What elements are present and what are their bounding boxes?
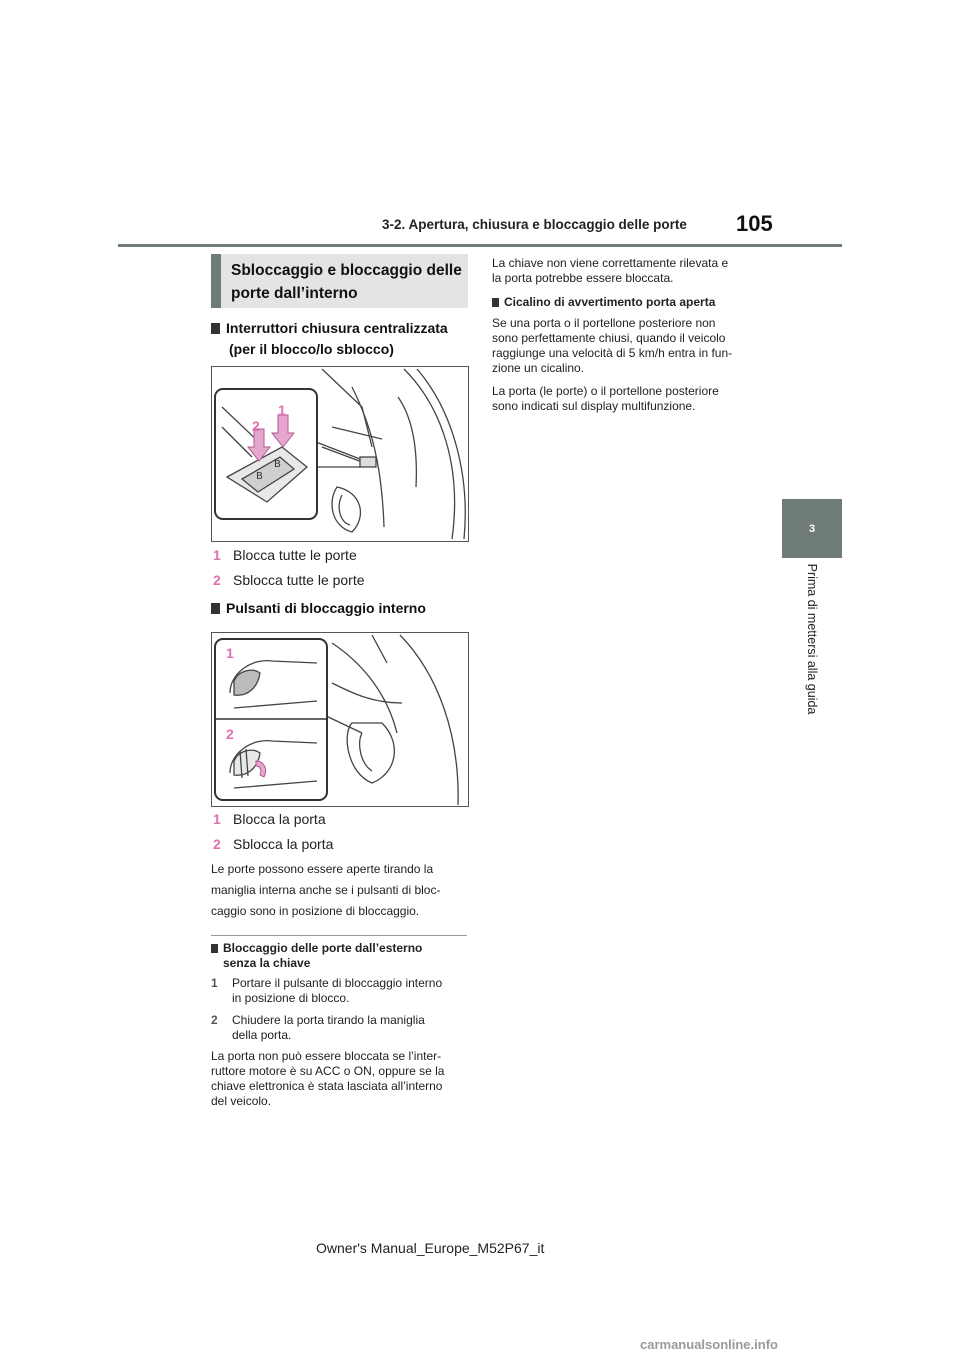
outside-lock-title — [211, 941, 422, 971]
outside-lock-title-line-2: senza la chiave — [223, 956, 311, 970]
list-item — [213, 811, 326, 827]
note-line: La porta (le porte) o il portellone posteriore — [492, 384, 719, 398]
note-line: La porta non può essere bloccata se l’inter- — [211, 1049, 442, 1063]
item-number: 1 — [213, 811, 221, 827]
central-lock-title-line-1: Interruttori chiusura centralizzata — [226, 320, 448, 336]
note-line: chiave elettronica è stata lasciata all’interno — [211, 1079, 443, 1093]
step-number: 1 — [211, 976, 218, 990]
step-line: Chiudere la porta tirando la maniglia — [232, 1013, 425, 1027]
note-line: ruttore motore è su ACC o ON, oppure se la — [211, 1064, 445, 1078]
key-detection-note — [492, 256, 728, 286]
item-text: Sblocca tutte le porte — [233, 572, 365, 588]
outside-lock-title-line-1: Bloccaggio delle porte dall’esterno — [223, 941, 423, 955]
svg-text:B: B — [256, 471, 263, 482]
bullet-square-icon — [492, 298, 499, 307]
central-lock-title-line-2: (per il blocco/lo sblocco) — [229, 341, 394, 357]
callout-2: 2 — [252, 418, 260, 434]
section-heading — [211, 254, 468, 308]
note-line: caggio sono in posizione di bloccaggio. — [211, 904, 420, 918]
heading-line-1: Sbloccaggio e bloccaggio delle — [231, 262, 462, 279]
step-line: della porta. — [232, 1028, 292, 1042]
note-line: Le porte possono essere aperte tirando la — [211, 862, 434, 876]
buzzer-title — [492, 295, 715, 310]
bullet-square-icon — [211, 323, 220, 334]
note-line: Se una porta o il portellone posteriore non — [492, 316, 716, 330]
step-item — [211, 1013, 467, 1043]
inner-lock-title — [211, 600, 426, 616]
list-item — [213, 836, 333, 852]
watermark: carmanualsonline.info — [640, 1337, 778, 1352]
page-number: 105 — [736, 211, 773, 236]
inner-lock-note — [211, 859, 440, 922]
bullet-square-icon — [211, 603, 220, 614]
buzzer-text — [492, 316, 732, 376]
bullet-square-icon — [211, 944, 218, 953]
header-rule — [118, 244, 842, 247]
item-number: 2 — [213, 572, 221, 588]
note-line: raggiunge una velocità di 5 km/h entra in fun- — [492, 346, 733, 360]
heading-line-2: porte dall’interno — [231, 285, 358, 302]
item-number: 1 — [213, 547, 221, 563]
step-line: in posizione di blocco. — [232, 991, 350, 1005]
note-line: zione un cicalino. — [492, 361, 585, 375]
chapter-label-text: Prima di mettersi alla guida — [805, 563, 819, 715]
list-item — [213, 547, 357, 563]
callout-1: 1 — [278, 402, 286, 418]
step-number: 2 — [211, 1013, 218, 1027]
inner-lock-title-text: Pulsanti di bloccaggio interno — [226, 600, 426, 616]
callout-2: 2 — [226, 726, 234, 742]
note-line: La chiave non viene correttamente rilevata e — [492, 256, 729, 270]
door-switch-drawing — [212, 367, 468, 541]
note-line: la porta potrebbe essere bloccata. — [492, 271, 674, 285]
list-item — [213, 572, 365, 588]
item-text: Sblocca la porta — [233, 836, 334, 852]
buzzer-title-text: Cicalino di avvertimento porta aperta — [504, 295, 716, 309]
callout-1: 1 — [226, 645, 234, 661]
central-lock-title — [211, 318, 448, 360]
outside-lock-note — [211, 1049, 444, 1109]
divider — [211, 935, 467, 936]
central-lock-illustration — [211, 366, 469, 542]
manual-id: Owner's Manual_Europe_M52P67_it — [316, 1240, 545, 1256]
svg-text:B: B — [274, 459, 281, 470]
door-handle-drawing — [212, 633, 468, 806]
step-item — [211, 976, 467, 1006]
note-line: del veicolo. — [211, 1094, 272, 1108]
chapter-number: 3 — [808, 522, 816, 535]
item-text: Blocca la porta — [233, 811, 326, 827]
step-line: Portare il pulsante di bloccaggio interno — [232, 976, 443, 990]
display-note — [492, 384, 719, 414]
inner-lock-illustration — [211, 632, 469, 807]
item-text: Blocca tutte le porte — [233, 547, 357, 563]
note-line: maniglia interna anche se i pulsanti di bloc- — [211, 883, 441, 897]
note-line: sono perfettamente chiusi, quando il veicolo — [492, 331, 726, 345]
section-title: 3-2. Apertura, chiusura e bloccaggio delle porte — [382, 217, 687, 232]
note-line: sono indicati sul display multifunzione. — [492, 399, 696, 413]
item-number: 2 — [213, 836, 221, 852]
